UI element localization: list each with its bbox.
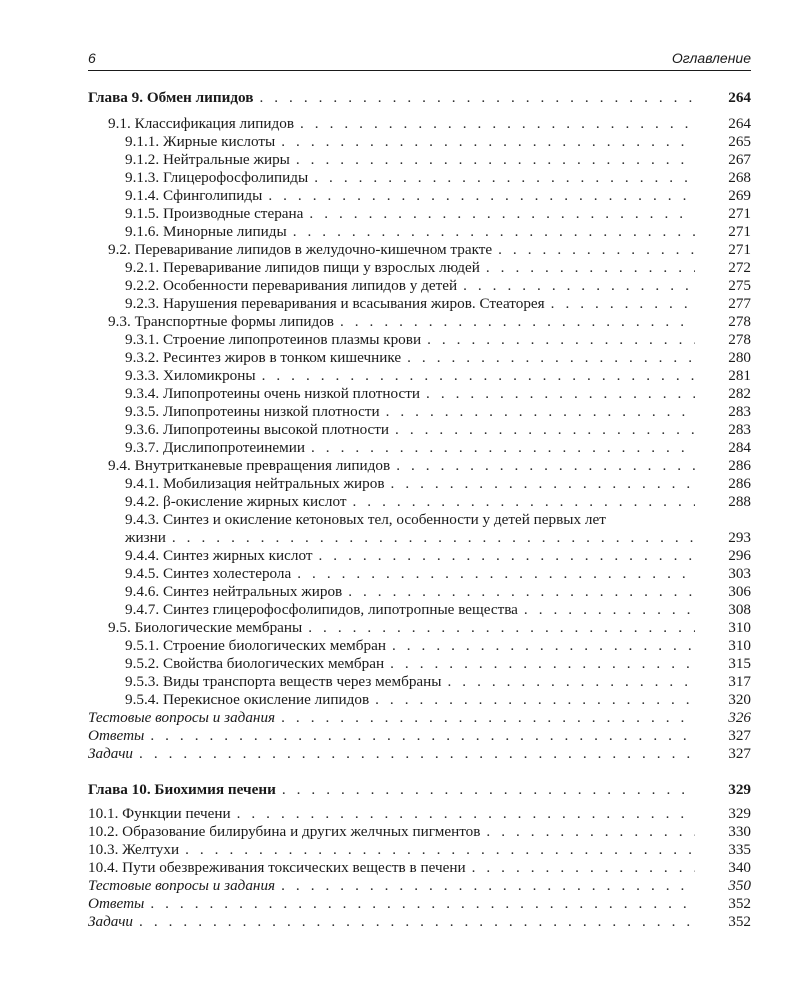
toc-page-number: 350 — [728, 877, 751, 894]
toc-label: 9.1.4. Сфинголипиды — [125, 187, 263, 204]
toc-page-number: 326 — [728, 709, 751, 726]
toc-label: 9.3.4. Липопротеины очень низкой плотности — [125, 385, 421, 402]
toc-label: 9.1.1. Жирные кислоты — [125, 133, 276, 150]
toc-page-number: 308 — [728, 601, 751, 618]
dot-leader — [314, 169, 695, 187]
toc-entry[interactable] — [88, 547, 751, 565]
dot-leader — [551, 295, 695, 313]
toc-label: 9.4.1. Мобилизация нейтральных жиров — [125, 475, 385, 492]
toc-label: 9.5.2. Свойства биологических мембран — [125, 655, 385, 672]
dot-leader — [281, 877, 695, 895]
dot-leader — [172, 529, 695, 547]
toc-page-number: 340 — [728, 859, 751, 876]
dot-leader — [268, 187, 695, 205]
toc-label: Задачи — [88, 913, 134, 930]
toc-page-number: 329 — [728, 781, 751, 798]
dot-leader — [426, 385, 695, 403]
toc-label: 9.3.5. Липопротеины низкой плотности — [125, 403, 380, 420]
dot-leader — [407, 349, 695, 367]
toc-entry[interactable] — [88, 691, 751, 709]
dot-leader — [392, 637, 695, 655]
toc-entry-problems[interactable] — [88, 913, 751, 931]
dot-leader — [427, 331, 695, 349]
toc-entry[interactable] — [88, 259, 751, 277]
dot-leader — [391, 475, 695, 493]
toc-entry[interactable] — [88, 169, 751, 187]
dot-leader — [259, 89, 695, 107]
toc-page-number: 264 — [728, 115, 751, 132]
toc-label: Тестовые вопросы и задания — [88, 877, 276, 894]
toc-page-number: 317 — [728, 673, 751, 690]
toc-entry-answers[interactable] — [88, 895, 751, 913]
toc-page-number: 352 — [728, 913, 751, 930]
toc-label: 9.1. Классификация липидов — [108, 115, 294, 132]
running-header — [88, 46, 751, 70]
toc-page-number: 267 — [728, 151, 751, 168]
toc-entry[interactable] — [88, 583, 751, 601]
toc-entry[interactable] — [88, 403, 751, 421]
toc-label: 9.3.6. Липопротеины высокой плотности — [125, 421, 390, 438]
toc-entry[interactable] — [88, 115, 751, 133]
toc-label: 9.5.4. Перекисное окисление липидов — [125, 691, 370, 708]
toc-page-number: 284 — [728, 439, 751, 456]
toc-entry[interactable] — [88, 223, 751, 241]
toc-label: 9.5.3. Виды транспорта веществ через мембраны — [125, 673, 442, 690]
toc-label: 9.4. Внутритканевые превращения липидов — [108, 457, 391, 474]
dot-leader — [297, 565, 695, 583]
toc-page-number: 293 — [728, 529, 751, 546]
dot-leader — [386, 403, 695, 421]
toc-page-number: 327 — [728, 727, 751, 744]
toc-label: 10.1. Функции печени — [88, 805, 231, 822]
toc-entry[interactable] — [88, 349, 751, 367]
toc-page-number: 330 — [728, 823, 751, 840]
toc-label: 9.1.6. Минорные липиды — [125, 223, 287, 240]
toc-page-number: 286 — [728, 475, 751, 492]
toc-entry[interactable] — [88, 565, 751, 583]
toc-entry[interactable] — [88, 421, 751, 439]
dot-leader — [396, 457, 695, 475]
toc-label: 9.2. Переваривание липидов в желудочно-кишечном тракте — [108, 241, 493, 258]
toc-page-number: 327 — [728, 745, 751, 762]
dot-leader — [463, 277, 695, 295]
toc-entry[interactable] — [88, 241, 751, 259]
toc-page-number: 271 — [728, 241, 751, 258]
dot-leader — [262, 367, 695, 385]
toc-entry[interactable] — [88, 151, 751, 169]
toc-entry-problems[interactable] — [88, 745, 751, 763]
toc-entry[interactable] — [88, 313, 751, 331]
toc-page-number: 306 — [728, 583, 751, 600]
toc-label: 9.4.6. Синтез нейтральных жиров — [125, 583, 343, 600]
toc-page-number: 310 — [728, 637, 751, 654]
running-title: Оглавление — [671, 50, 751, 66]
dot-leader — [448, 673, 696, 691]
dot-leader — [139, 745, 695, 763]
header-rule — [88, 70, 751, 71]
toc-entry-multiline[interactable] — [88, 511, 751, 547]
toc-label: 9.1.3. Глицерофосфолипиды — [125, 169, 309, 186]
toc-label: 9.2.2. Особенности переваривания липидов у детей — [125, 277, 458, 294]
dot-leader — [472, 859, 695, 877]
dot-leader — [296, 151, 695, 169]
toc-label-line2: жизни — [125, 529, 166, 546]
dot-leader — [309, 205, 695, 223]
toc-page-number: 268 — [728, 169, 751, 186]
toc-label: 9.3.2. Ресинтез жиров в тонком кишечнике — [125, 349, 402, 366]
toc-page-number: 315 — [728, 655, 751, 672]
toc-entry[interactable] — [88, 859, 751, 877]
dot-leader — [319, 547, 695, 565]
toc-label: 9.4.4. Синтез жирных кислот — [125, 547, 313, 564]
toc-chapter-9[interactable] — [88, 89, 751, 107]
toc-label: 9.2.3. Нарушения переваривания и всасывания жиров. Стеаторея — [125, 295, 545, 312]
toc-page-number: 335 — [728, 841, 751, 858]
dot-leader — [237, 805, 695, 823]
toc-page-number: 281 — [728, 367, 751, 384]
toc-page-number: 278 — [728, 331, 751, 348]
dot-leader — [282, 781, 695, 799]
toc-entry[interactable] — [88, 457, 751, 475]
dot-leader — [395, 421, 695, 439]
toc-label: 9.1.5. Производные стерана — [125, 205, 304, 222]
toc-page-number: 283 — [728, 421, 751, 438]
toc-label: 10.3. Желтухи — [88, 841, 180, 858]
toc-label: 10.4. Пути обезвреживания токсических веществ в печени — [88, 859, 466, 876]
dot-leader — [185, 841, 695, 859]
dot-leader — [498, 241, 695, 259]
toc-entry[interactable] — [88, 367, 751, 385]
toc-page-number: 271 — [728, 205, 751, 222]
dot-leader — [340, 313, 695, 331]
toc-page-number: 278 — [728, 313, 751, 330]
toc-page-number: 275 — [728, 277, 751, 294]
toc-entry-tests[interactable] — [88, 877, 751, 895]
dot-leader — [375, 691, 695, 709]
dot-leader — [293, 223, 695, 241]
toc-page-number: 271 — [728, 223, 751, 240]
toc-page-number: 296 — [728, 547, 751, 564]
toc-entry[interactable] — [88, 295, 751, 313]
toc-label: 9.1.2. Нейтральные жиры — [125, 151, 290, 168]
toc-entry[interactable] — [88, 277, 751, 295]
toc-entry[interactable] — [88, 331, 751, 349]
toc-label: 9.5. Биологические мембраны — [108, 619, 303, 636]
toc-label: 9.3.7. Дислипопротеинемии — [125, 439, 305, 456]
toc-page-number: 352 — [728, 895, 751, 912]
toc-label: Ответы — [88, 895, 145, 912]
toc-page-number: 272 — [728, 259, 751, 276]
toc-entry[interactable] — [88, 493, 751, 511]
toc-label-line1: 9.4.3. Синтез и окисление кетоновых тел, особенности у детей первых лет — [125, 511, 606, 528]
dot-leader — [308, 619, 695, 637]
toc-entry[interactable] — [88, 133, 751, 151]
toc-page-number: 286 — [728, 457, 751, 474]
toc-page-number: 264 — [728, 89, 751, 106]
toc-label: 9.3.3. Хиломикроны — [125, 367, 256, 384]
toc-page-number: 277 — [728, 295, 751, 312]
toc-entry[interactable] — [88, 475, 751, 493]
dot-leader — [139, 913, 695, 931]
toc-entry-tests[interactable] — [88, 709, 751, 727]
dot-leader — [353, 493, 695, 511]
toc-entry[interactable] — [88, 205, 751, 223]
toc-entry[interactable] — [88, 823, 751, 841]
toc-page-number: 269 — [728, 187, 751, 204]
toc-page-number: 288 — [728, 493, 751, 510]
toc-page-number: 282 — [728, 385, 751, 402]
dot-leader — [390, 655, 695, 673]
dot-leader — [524, 601, 695, 619]
toc-label: Глава 10. Биохимия печени — [88, 781, 276, 798]
toc-label: 10.2. Образование билирубина и других желчных пигментов — [88, 823, 481, 840]
toc-page-number: 303 — [728, 565, 751, 582]
toc-page-number: 265 — [728, 133, 751, 150]
toc-entry[interactable] — [88, 619, 751, 637]
toc-label: Тестовые вопросы и задания — [88, 709, 276, 726]
toc-label: 9.4.5. Синтез холестерола — [125, 565, 292, 582]
toc-label: Задачи — [88, 745, 134, 762]
toc-entry[interactable] — [88, 187, 751, 205]
toc-entry[interactable] — [88, 673, 751, 691]
toc-entry[interactable] — [88, 439, 751, 457]
dot-leader — [348, 583, 695, 601]
toc-chapter-10[interactable] — [88, 781, 751, 799]
dot-leader — [300, 115, 695, 133]
toc-page-number: 280 — [728, 349, 751, 366]
toc-page-number: 320 — [728, 691, 751, 708]
toc-label: Глава 9. Обмен липидов — [88, 89, 254, 106]
toc-entry[interactable] — [88, 637, 751, 655]
table-of-contents — [88, 89, 751, 931]
toc-label: 9.4.2. β-окисление жирных кислот — [125, 493, 347, 510]
toc-label: 9.2.1. Переваривание липидов пищи у взрослых людей — [125, 259, 480, 276]
toc-entry[interactable] — [88, 805, 751, 823]
toc-entry[interactable] — [88, 601, 751, 619]
toc-label: 9.3. Транспортные формы липидов — [108, 313, 334, 330]
toc-label: 9.5.1. Строение биологических мембран — [125, 637, 386, 654]
toc-entry[interactable] — [88, 655, 751, 673]
dot-leader — [281, 133, 695, 151]
toc-label: 9.4.7. Синтез глицерофосфолипидов, липотропные вещества — [125, 601, 518, 618]
dot-leader — [486, 823, 695, 841]
dot-leader — [150, 895, 695, 913]
dot-leader — [150, 727, 695, 745]
toc-label: Ответы — [88, 727, 145, 744]
toc-page-number: 310 — [728, 619, 751, 636]
toc-label: 9.3.1. Строение липопротеинов плазмы крови — [125, 331, 422, 348]
dot-leader — [486, 259, 695, 277]
toc-entry-continuation — [88, 529, 751, 547]
toc-page-number: 283 — [728, 403, 751, 420]
toc-entry[interactable] — [88, 841, 751, 859]
toc-page-number: 329 — [728, 805, 751, 822]
toc-entry-answers[interactable] — [88, 727, 751, 745]
page-number: 6 — [88, 50, 96, 66]
dot-leader — [311, 439, 695, 457]
toc-entry[interactable] — [88, 385, 751, 403]
dot-leader — [281, 709, 695, 727]
